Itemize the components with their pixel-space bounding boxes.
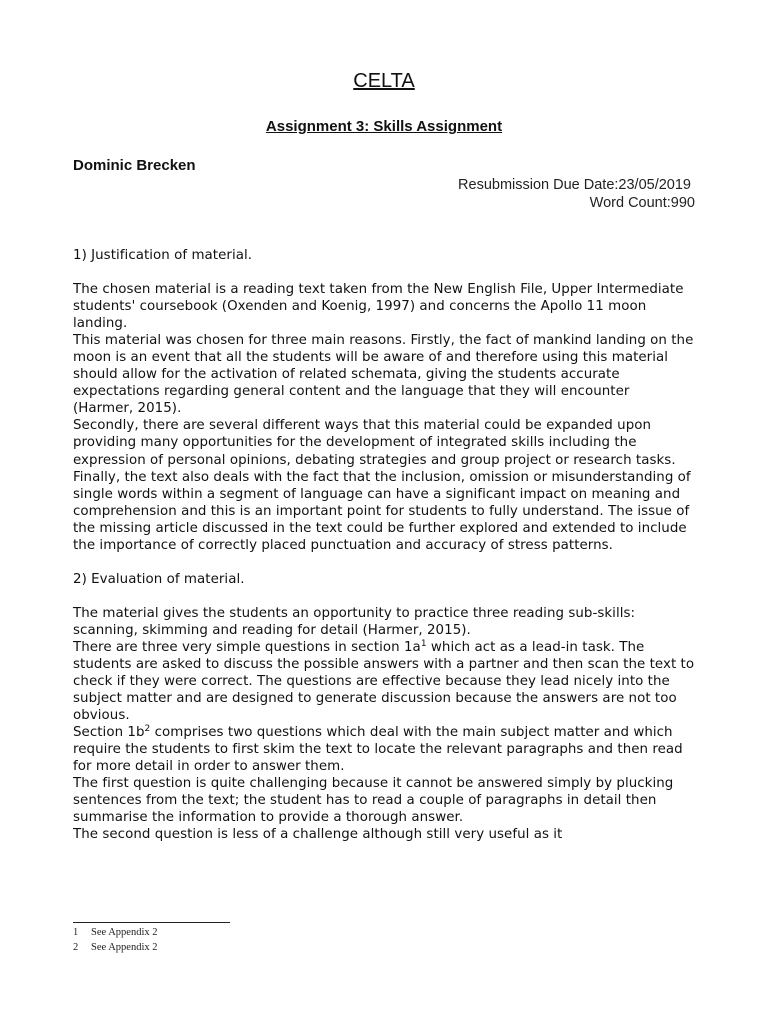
section-heading-evaluation: 2) Evaluation of material. [73,571,245,587]
footnote-text: See Appendix 2 [91,927,158,938]
paragraph: The material gives the students an opportunity to practice three reading sub-skills: scanning, skimming and reading for detail (Harmer, 2015). [73,605,636,638]
paragraph: The chosen material is a reading text taken from the New English File, Upper Intermediate students' coursebook (Oxenden and Koenig, 1997) and concerns the Apollo 11 moon landing. [73,282,684,332]
section-heading-justification: 1) Justification of material. [73,248,253,263]
assignment-subtitle: Assignment 3: Skills Assignment [265,118,503,135]
paragraph: Finally, the text also deals with the fact that the inclusion, omission or misunderstanding of single words within a segment of language can have a significant impact on meaning and comprehension and this is an important point for students to fully understand. The issue of the missing article discussed in the text could be further explored and extended to include the importance of correctly placed punctuation and accuracy of stress patterns. [73,469,691,553]
footnote-divider [73,922,230,923]
paragraph [73,724,703,775]
footnote-ref: 1 [420,638,427,649]
footnote [73,942,158,953]
due-date: Resubmission Due Date:23/05/2019 [458,177,691,193]
paragraph-text: There are three very simple questions in section 1a [73,639,421,655]
paragraph [73,639,703,724]
paragraph-citation: (Harmer, 2015). [73,401,182,417]
author-name: Dominic Brecken [73,157,196,174]
paragraph: The second question is less of a challenge although still very useful as it [73,827,563,843]
document-body [73,247,703,844]
paragraph: This material was chosen for three main reasons. Firstly, the fact of mankind landing on the moon is an event that all the students will be aware of and therefore using this material should allow for the activation of related schemata, giving the students accurate expectations regarding general content and the language that they will encounter [73,333,694,400]
footnote [73,927,158,938]
document-title: CELTA [353,70,415,92]
paragraph-text: comprises two questions which deal with the main subject matter and which require the students to first skim the text to locate the relevant paragraphs and then read for more detail in order to answer them. [73,725,683,775]
footnote-number: 1 [73,927,79,938]
paragraph: The first question is quite challenging because it cannot be answered simply by plucking sentences from the text; the student has to read a couple of paragraphs in detail then summarise the information to provide a thorough answer. [73,776,674,826]
word-count: Word Count:990 [589,195,695,211]
footnote-ref: 2 [144,724,151,735]
footnote-number: 2 [73,942,79,953]
paragraph: Secondly, there are several different ways that this material could be expanded upon providing many opportunities for the development of integrated skills including the expression of personal opinions, debating strategies and group project or research tasks. [73,418,676,468]
paragraph-text: which act as a lead-in task. The students are asked to discuss the possible answers with a partner and then scan the text to check if they were correct. The questions are effective because they lead nicely into the subject matter and are designed to generate discussion because the answers are not too obvious. [73,639,695,724]
footnote-text: See Appendix 2 [91,942,158,953]
paragraph-text: Section 1b [73,725,145,741]
